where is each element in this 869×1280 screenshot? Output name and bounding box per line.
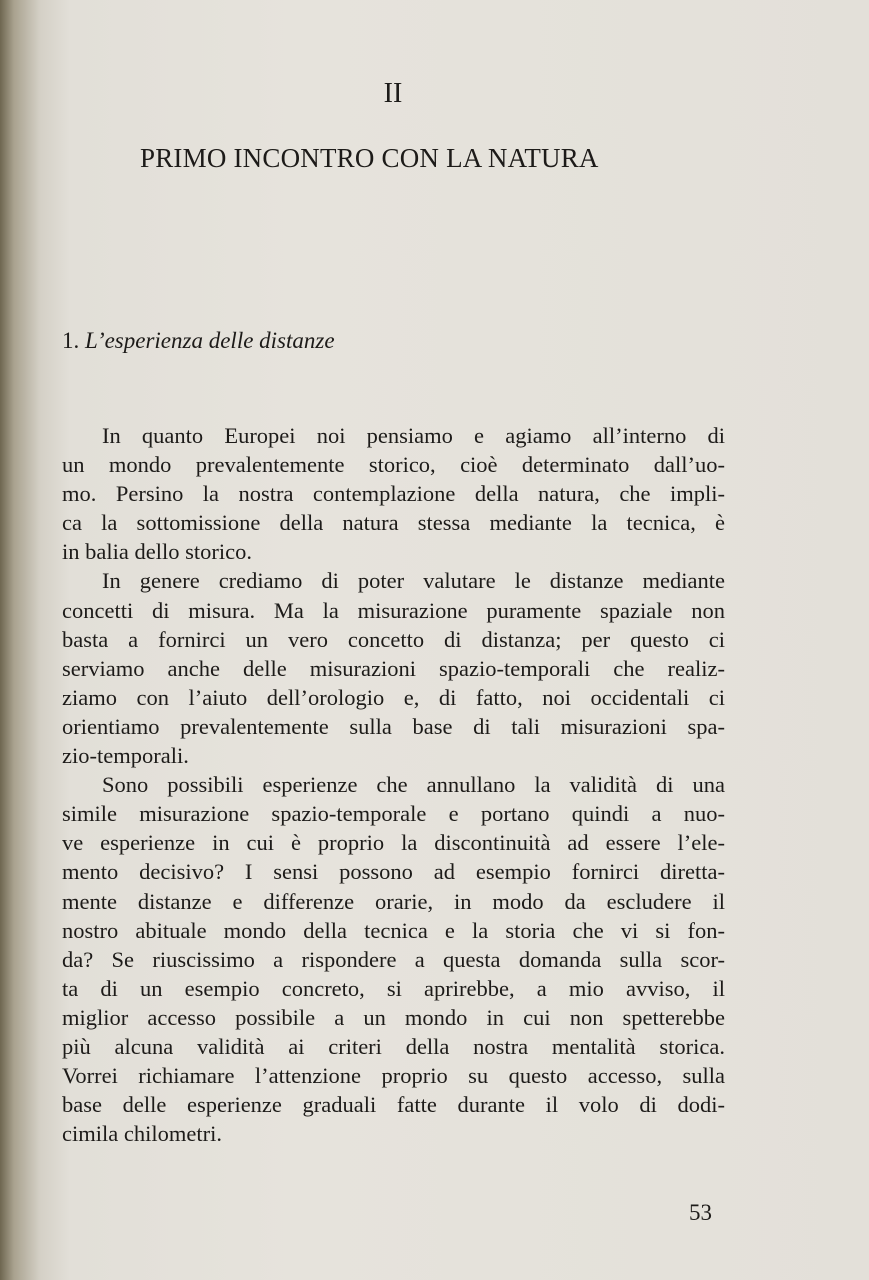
body-text <box>62 421 725 1148</box>
section-number: 1. <box>62 328 80 353</box>
text-line: ca la sottomissione della natura stessa mediante la tecnica, è <box>62 510 725 536</box>
text-line: in balia dello storico. <box>62 539 252 565</box>
text-line: base delle esperienze graduali fatte durante il volo di dodi- <box>62 1092 725 1118</box>
text-line: In genere crediamo di poter valutare le distanze mediante <box>102 568 725 594</box>
section-title: L’esperienza delle distanze <box>85 328 335 353</box>
text-line: miglior accesso possibile a un mondo in cui non spetterebbe <box>62 1004 725 1030</box>
text-line: orientiamo prevalentemente sulla base di tali misurazioni spa- <box>62 713 725 739</box>
text-line: In quanto Europei noi pensiamo e agiamo all’interno di <box>102 423 725 448</box>
paragraph <box>62 421 725 566</box>
text-line: simile misurazione spazio-temporale e portano quindi a nuo- <box>62 801 725 827</box>
chapter-number: II <box>383 78 403 109</box>
text-line: mento decisivo? I sensi possono ad esempio fornirci diretta- <box>62 859 725 885</box>
text-line: serviamo anche delle misurazioni spazio-temporali che realiz- <box>62 655 725 681</box>
page-number: 53 <box>689 1200 712 1225</box>
text-line: un mondo prevalentemente storico, cioè determinato dall’uo- <box>62 452 725 478</box>
text-line: nostro abituale mondo della tecnica e la storia che vi si fon- <box>62 917 725 943</box>
text-line: mo. Persino la nostra contemplazione della natura, che impli- <box>62 481 725 507</box>
text-line: Sono possibili esperienze che annullano la validità di una <box>102 772 725 798</box>
text-line: concetti di misura. Ma la misurazione puramente spaziale non <box>62 597 725 623</box>
text-line: cimila chilometri. <box>62 1121 222 1147</box>
text-line: più alcuna validità ai criteri della nostra mentalità storica. <box>62 1033 725 1059</box>
text-line: zio-temporali. <box>62 743 189 769</box>
paragraph <box>62 566 725 770</box>
text-line: ziamo con l’aiuto dell’orologio e, di fatto, noi occidentali ci <box>62 684 725 710</box>
text-line: mente distanze e differenze orarie, in modo da escludere il <box>62 888 725 914</box>
paragraph <box>62 770 725 1148</box>
text-line: Vorrei richiamare l’attenzione proprio su questo accesso, sulla <box>62 1063 725 1089</box>
text-line: ta di un esempio concreto, si aprirebbe, a mio avviso, il <box>62 975 725 1001</box>
text-line: ve esperienze in cui è proprio la discontinuità ad essere l’ele- <box>62 830 725 856</box>
text-line: da? Se riuscissimo a rispondere a questa domanda sulla scor- <box>62 946 725 972</box>
section-heading <box>62 328 335 354</box>
chapter-title: PRIMO INCONTRO CON LA NATURA <box>140 143 599 173</box>
text-line: basta a fornirci un vero concetto di distanza; per questo ci <box>62 626 725 652</box>
